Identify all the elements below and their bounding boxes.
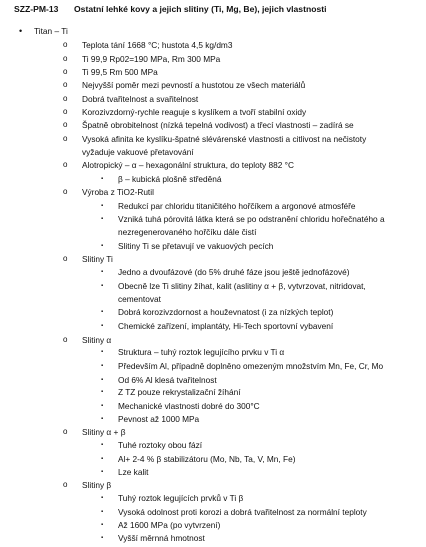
bullet-marker-level-3: ▪ xyxy=(101,243,104,249)
outline-item-level-2: Ti 99,5 Rm 500 MPa xyxy=(82,67,158,77)
outline-item-level-3: Mechanické vlastnosti dobré do 300°C xyxy=(118,401,260,411)
outline-item-level-3: Vzniká tuhá pórovitá látka která se po odstranění chloridu hořečnatého a xyxy=(118,214,385,224)
outline-item-level-3: Od 6% Al klesá tvařitelnost xyxy=(118,375,217,385)
outline-item-level-3: Jedno a dvoufázové (do 5% druhé fáze jsou ještě jednofázové) xyxy=(118,267,350,277)
outline-item-level-3: Z TZ pouze rekrystalizační žíhání xyxy=(118,387,241,397)
outline-item-level-3: Obecně lze Ti slitiny žíhat, kalit (aslitiny α + β, vytvrzovat, nitridovat, xyxy=(118,281,366,291)
bullet-marker-level-3: ▪ xyxy=(101,442,104,448)
outline-item-level-3: Tuhé roztoky obou fází xyxy=(118,440,203,450)
outline-item-level-2: Dobrá tvařitelnost a svařitelnost xyxy=(82,94,199,104)
bullet-marker-level-3: ▪ xyxy=(101,323,104,329)
bullet-marker-level-3: ▪ xyxy=(101,176,104,182)
outline-item-level-3: Struktura – tuhý roztok legujícího prvku v Ti α xyxy=(118,347,285,357)
bullet-marker-level-2: o xyxy=(63,54,68,63)
outline-item-continuation: vyžaduje vakuové přetavování xyxy=(82,147,194,157)
bullet-marker-level-3: ▪ xyxy=(101,377,104,383)
outline-item-level-3: Lze kalit xyxy=(118,467,149,477)
bullet-marker-level-3: ▪ xyxy=(101,509,104,515)
outline-item-continuation: cementovat xyxy=(118,294,161,304)
bullet-marker-level-3: ▪ xyxy=(101,535,104,541)
bullet-marker-level-3: ▪ xyxy=(101,495,104,501)
outline-item-level-3: Až 1600 MPa (po vytvrzení) xyxy=(118,520,221,530)
bullet-marker-level-2: o xyxy=(63,67,68,76)
bullet-marker-level-3: ▪ xyxy=(101,416,104,422)
bullet-marker-level-3: ▪ xyxy=(101,269,104,275)
outline-item-level-2: Alotropický – α – hexagonální struktura, do teploty 882 °C xyxy=(82,160,294,170)
outline-item-level-2: Výroba z TiO2-Rutil xyxy=(82,187,154,197)
outline-item-level-2: Nejvyšší poměr mezi pevností a hustotou ze všech materiálů xyxy=(82,80,306,90)
bullet-marker-level-3: ▪ xyxy=(101,283,104,289)
outline-item-level-2: Vysoká afinita ke kyslíku-špatné slévárenské vlastnosti a citlivost na nečistoty xyxy=(82,134,367,144)
bullet-marker-level-2: o xyxy=(63,80,68,89)
bullet-marker-level-2: o xyxy=(63,134,68,143)
outline-item-level-2: Slitiny β xyxy=(82,480,112,490)
outline-item-level-3: Al+ 2-4 % β stabilizátoru (Mo, Nb, Ta, V, Mn, Fe) xyxy=(118,454,296,464)
bullet-marker-level-2: o xyxy=(63,335,68,344)
outline-item-level-3: Vysoká odolnost proti korozi a dobrá tvařitelnost za normální teploty xyxy=(118,507,367,517)
outline-item-level-2: Slitiny α + β xyxy=(82,427,126,437)
bullet-marker-level-2: o xyxy=(63,427,68,436)
bullet-marker-level-3: ▪ xyxy=(101,363,104,369)
bullet-marker-level-2: o xyxy=(63,120,68,129)
bullet-marker-level-3: ▪ xyxy=(101,309,104,315)
outline-item-level-3: Chemické zařízení, implantáty, Hi-Tech sportovní vybavení xyxy=(118,321,334,331)
bullet-marker-level-3: ▪ xyxy=(101,216,104,222)
bullet-marker-level-3: ▪ xyxy=(101,456,104,462)
outline-item-level-3: Redukcí par chloridu titaničitého hořčíkem a argonové atmosféře xyxy=(118,201,356,211)
bullet-marker-level-2: o xyxy=(63,107,68,116)
bullet-marker-level-3: ▪ xyxy=(101,389,104,395)
bullet-marker-level-3: ▪ xyxy=(101,203,104,209)
outline-item-level-3: Pevnost až 1000 MPa xyxy=(118,414,200,424)
outline-item-level-2: Ti 99,9 Rp02=190 MPa, Rm 300 MPa xyxy=(82,54,221,64)
bullet-marker-level-2: o xyxy=(63,94,68,103)
outline-item-level-2: Špatně obrobitelnost (nízká tepelná vodivost) a třecí vlastnosti – zadírá se xyxy=(82,120,354,130)
bullet-marker-level-1: • xyxy=(19,26,23,36)
outline-item-level-2: Korozivzdorný-rychle reaguje s kyslíkem a tvoří stabilní oxidy xyxy=(82,107,307,117)
outline-item-level-3: β – kubická plošně středěná xyxy=(118,174,222,184)
bullet-marker-level-3: ▪ xyxy=(101,469,104,475)
outline-item-continuation: nezregenerovaného hořčíku dále čistí xyxy=(118,227,257,237)
bullet-marker-level-2: o xyxy=(63,254,68,263)
bullet-marker-level-2: o xyxy=(63,187,68,196)
outline-item-level-3: Především Al, případně doplněno omezeným množstvím Mn, Fe, Cr, Mo xyxy=(118,361,384,371)
outline-item-level-2: Slitiny Ti xyxy=(82,254,113,264)
bullet-marker-level-3: ▪ xyxy=(101,522,104,528)
bullet-marker-level-2: o xyxy=(63,40,68,49)
outline-item-level-3: Vyšší měrnná hmotnost xyxy=(118,533,205,543)
bullet-marker-level-2: o xyxy=(63,160,68,169)
document-code: SZZ-PM-13 xyxy=(14,4,59,14)
outline-item-level-1: Titan – Ti xyxy=(34,26,68,36)
outline-item-level-2: Teplota tání 1668 °C; hustota 4,5 kg/dm3 xyxy=(82,40,233,50)
outline-item-level-2: Slitiny α xyxy=(82,335,112,345)
outline-item-level-3: Slitiny Ti se přetavují ve vakuových pecích xyxy=(118,241,274,251)
bullet-marker-level-3: ▪ xyxy=(101,349,104,355)
bullet-marker-level-3: ▪ xyxy=(101,403,104,409)
outline-item-level-3: Tuhý roztok legujících prvků v Ti β xyxy=(118,493,244,503)
document-title: Ostatní lehké kovy a jejich slitiny (Ti, Mg, Be), jejich vlastnosti xyxy=(74,4,327,14)
bullet-marker-level-2: o xyxy=(63,480,68,489)
outline-item-level-3: Dobrá korozivzdornost a houževnatost (i za nízkých teplot) xyxy=(118,307,334,317)
